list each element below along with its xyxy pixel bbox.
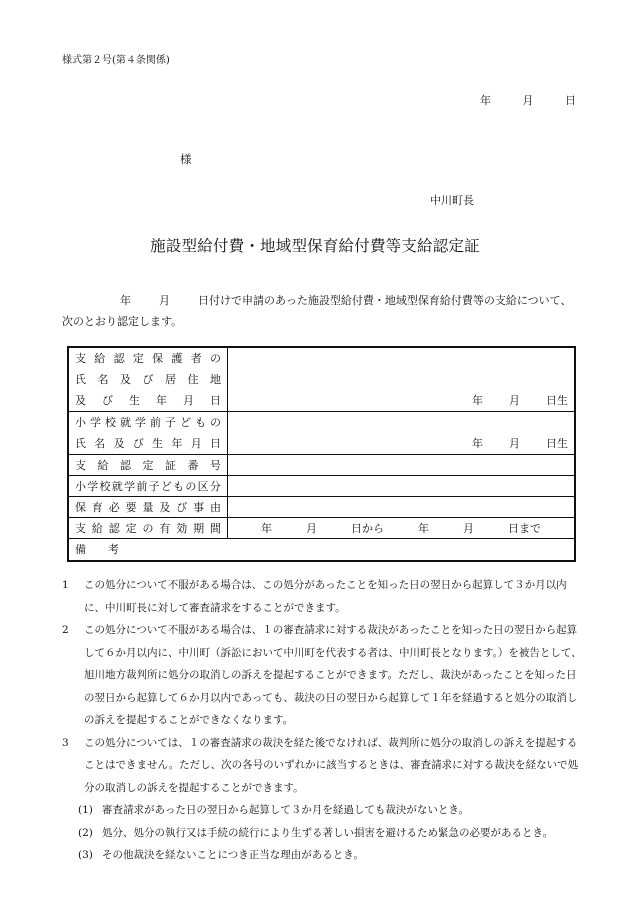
intro-text: 日付けで申請のあった施設型給付費・地域型保育給付費等の支給について、次のとおり認定します。	[62, 294, 572, 328]
guardian-value	[228, 347, 576, 412]
guardian-label	[68, 347, 228, 412]
validity-to-day: 日まで	[508, 522, 541, 535]
guardian-label-line-1: 支 給 認 定 保 護 者 の	[75, 352, 221, 365]
issue-day: 日	[565, 94, 576, 107]
note-1-text: この処分について不服がある場合は、この処分があったことを知った日の翌日から起算して３か月以内に、中川町長に対して審査請求をすることができます。	[84, 579, 567, 614]
sub-note-1	[62, 799, 584, 822]
validity-to-month: 月	[463, 522, 474, 535]
child-dob-year: 年	[472, 437, 483, 450]
guardian-row	[68, 347, 575, 412]
note-3-number: 3	[62, 736, 69, 749]
validity-to-year: 年	[418, 522, 429, 535]
care-reason-row	[68, 497, 575, 518]
child-label-line-1: 小 学 校 就 学 前 子 ど も の	[75, 416, 221, 429]
child-dob-month: 月	[509, 437, 520, 450]
validity-period	[234, 520, 568, 536]
remarks-row	[68, 539, 575, 561]
cert-number-label	[68, 455, 228, 476]
guardian-dob-year: 年	[472, 394, 483, 407]
care-reason-value	[228, 497, 576, 518]
sub-note-3-text: その他裁決を経ないことにつき正当な理由があるとき。	[102, 849, 364, 861]
validity-from-month: 月	[306, 522, 317, 535]
cert-number-value	[228, 455, 576, 476]
note-3	[62, 732, 584, 800]
child-dob	[234, 433, 568, 454]
document-title: 施設型給付費・地域型保育給付費等支給認定証	[150, 237, 480, 255]
validity-label-text: 支 給 認 定 の 有 効 期 間	[75, 522, 221, 535]
guardian-dob-day: 日生	[546, 394, 568, 407]
sub-note-3-number: (3)	[78, 849, 93, 861]
child-dob-day: 日生	[546, 437, 568, 450]
appeal-notes	[62, 574, 584, 867]
validity-row	[68, 518, 575, 539]
issue-year: 年	[480, 94, 491, 107]
remarks-label: 備考	[75, 543, 141, 557]
child-category-row	[68, 476, 575, 497]
sub-note-3	[62, 844, 584, 867]
note-2-number: 2	[62, 624, 69, 636]
validity-value	[228, 518, 576, 539]
note-2	[62, 619, 584, 732]
child-category-value	[228, 476, 576, 497]
intro-month: 月	[159, 294, 170, 307]
guardian-dob	[234, 390, 568, 411]
care-reason-label	[68, 497, 228, 518]
issue-date-line	[480, 92, 576, 108]
sub-note-2-text: 処分、処分の執行又は手続の続行により生ずる著しい損害を避けるため緊急の必要があるとき。	[102, 826, 554, 839]
certificate-table	[67, 346, 576, 562]
sub-note-2-number: (2)	[78, 826, 93, 839]
child-category-label	[68, 476, 228, 497]
child-label	[68, 412, 228, 455]
validity-from-year: 年	[261, 522, 272, 535]
child-value	[228, 412, 576, 455]
note-3-text: この処分については、１の審査請求の裁決を経た後でなければ、裁判所に処分の取消しの訴えを提起することはできません。ただし、次の各号のいずれかに該当するときは、審査請求に対する裁決を経ないで処分の取消しの訴えを提起することができます。	[84, 736, 579, 794]
guardian-label-line-3: 及 び 生 年 月 日	[75, 394, 221, 407]
guardian-label-line-2: 氏 名 及 び 居 住 地	[75, 373, 221, 386]
validity-label	[68, 518, 228, 539]
addressee-suffix: 様	[180, 152, 192, 166]
child-row	[68, 412, 575, 455]
validity-from-day: 日から	[351, 522, 384, 535]
cert-number-row	[68, 455, 575, 476]
child-label-line-2: 氏 名 及 び 生 年 月 日	[75, 437, 221, 450]
note-1	[62, 574, 584, 619]
cert-number-label-text: 支 給 認 定 証 番 号	[75, 459, 221, 472]
intro-paragraph	[62, 290, 582, 332]
intro-year: 年	[120, 294, 131, 307]
child-category-label-text: 小 学 校 就 学 前 子 ど も の 区 分	[75, 480, 221, 493]
sub-note-2	[62, 822, 584, 845]
note-2-text: この処分について不服がある場合は、１の審査請求に対する裁決があったことを知った日の翌日から起算して６か月以内に、中川町（訴訟において中川町を代表する者は、中川町長となります。）を被告として、旭川地方裁判所に処分の取消しの訴えを提起することができます。ただし、裁決があったことを知った日の翌日から起算して６か月以内であっても、裁決の日の翌日から起算して１年を経過すると処分の取消しの訴えを提起することができなくなります。	[84, 624, 582, 726]
sub-note-1-number: (1)	[78, 804, 93, 816]
form-number: 様式第２号(第４条関係)	[62, 55, 170, 66]
care-reason-label-text: 保 育 必 要 量 及 び 事 由	[75, 501, 221, 514]
issuer: 中川町長	[430, 194, 474, 207]
sub-note-1-text: 審査請求があった日の翌日から起算して３か月を経過しても裁決がないとき。	[102, 804, 469, 816]
remarks-cell	[68, 539, 575, 561]
guardian-dob-month: 月	[509, 394, 520, 407]
note-1-number: 1	[62, 579, 69, 591]
issue-month: 月	[522, 94, 534, 107]
